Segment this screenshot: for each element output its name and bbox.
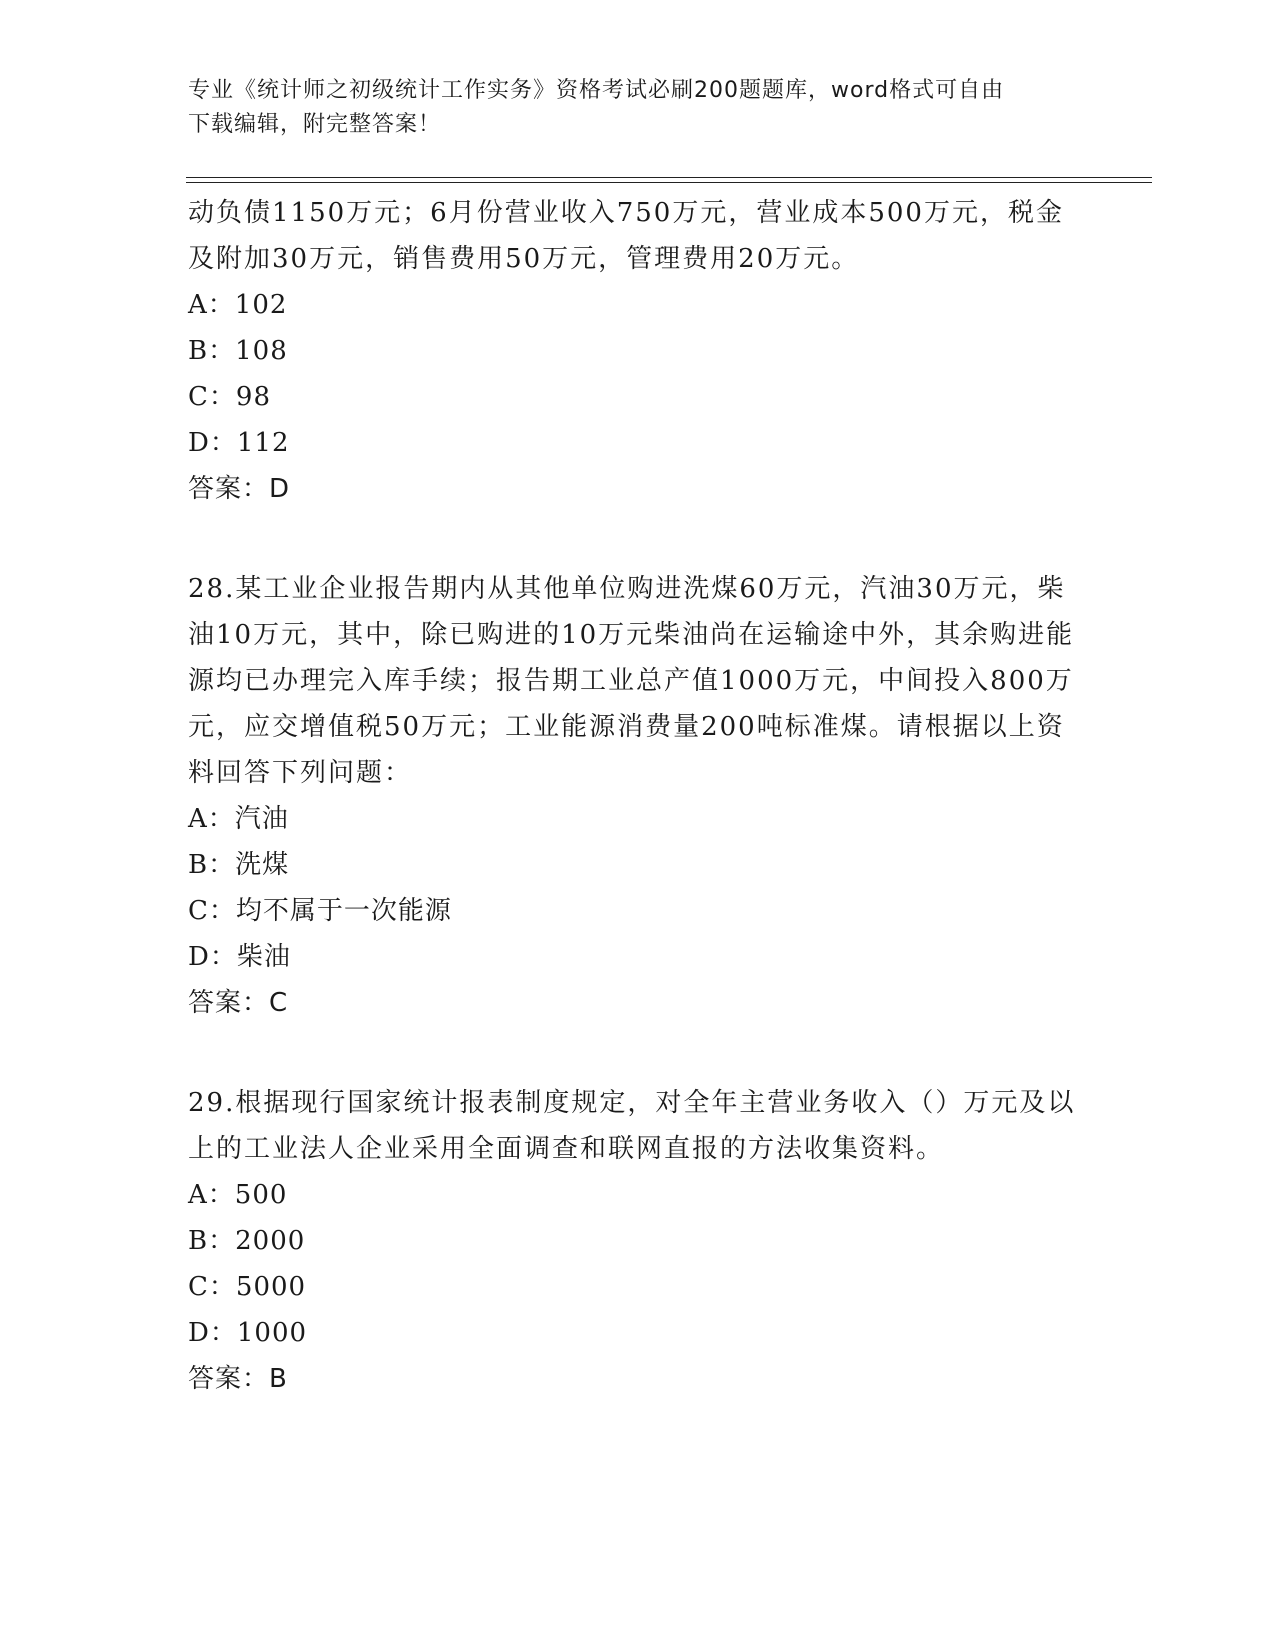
option-key: A： bbox=[188, 804, 235, 834]
question-28-text: 28.某工业企业报告期内从其他单位购进洗煤60万元，汽油30万元，柴油10万元，其中，除已购进的10万元柴油尚在运输途中外，其余购进能源均已办理完入库手续；报告期工业总产值1000万元，中间投入800万元，应交增值税50万元；工业能源消费量200吨标准煤。请根据以上资料回答下列问题： bbox=[188, 574, 1075, 788]
option-key: B： bbox=[188, 336, 236, 366]
option-key: D： bbox=[188, 942, 237, 972]
answer-label: 答案：C bbox=[188, 988, 289, 1018]
option-value: 洗煤 bbox=[235, 850, 290, 880]
option-a bbox=[188, 282, 1088, 328]
option-a bbox=[188, 796, 1088, 842]
option-value: 汽油 bbox=[234, 804, 289, 834]
answer-label: 答案：D bbox=[188, 474, 291, 504]
option-d bbox=[188, 934, 1088, 980]
question-29-text: 29.根据现行国家统计报表制度规定，对全年主营业务收入（）万元及以上的工业法人企业采用全面调查和联网直报的方法收集资料。 bbox=[188, 1088, 1076, 1164]
header-line-2: 下载编辑，附完整答案！ bbox=[188, 112, 442, 137]
option-c bbox=[188, 1264, 1088, 1310]
option-value: 2000 bbox=[235, 1226, 306, 1256]
option-key: A： bbox=[188, 1180, 235, 1210]
option-d bbox=[188, 420, 1088, 466]
option-key: B： bbox=[188, 850, 236, 880]
option-key: B： bbox=[188, 1226, 236, 1256]
option-key: C： bbox=[188, 896, 236, 926]
option-value: 柴油 bbox=[236, 942, 291, 972]
option-c bbox=[188, 374, 1088, 420]
option-c bbox=[188, 888, 1088, 934]
option-key: D： bbox=[188, 1318, 237, 1348]
option-value: 500 bbox=[234, 1180, 288, 1210]
option-key: C： bbox=[188, 382, 236, 412]
option-value: 98 bbox=[235, 382, 271, 412]
option-value: 均不属于一次能源 bbox=[235, 896, 452, 926]
option-key: D： bbox=[188, 428, 237, 458]
header-line-1: 专业《统计师之初级统计工作实务》资格考试必刷200题题库，word格式可自由 bbox=[188, 78, 1005, 103]
option-value: 102 bbox=[234, 290, 288, 320]
option-a bbox=[188, 1172, 1088, 1218]
question-27-text: 动负债1150万元；6月份营业收入750万元，营业成本500万元，税金及附加30万元，销售费用50万元，管理费用20万元。 bbox=[188, 198, 1064, 274]
document-header bbox=[188, 74, 1068, 142]
question-28 bbox=[188, 566, 1088, 1026]
question-29 bbox=[188, 1080, 1088, 1402]
question-27 bbox=[188, 190, 1088, 512]
option-b bbox=[188, 328, 1088, 374]
option-key: A： bbox=[188, 290, 235, 320]
option-key: C： bbox=[188, 1272, 236, 1302]
question-content bbox=[188, 190, 1088, 1402]
option-value: 108 bbox=[235, 336, 288, 366]
answer-label: 答案：B bbox=[188, 1364, 288, 1394]
option-d bbox=[188, 1310, 1088, 1356]
option-value: 5000 bbox=[235, 1272, 307, 1302]
spacer bbox=[188, 1026, 1088, 1080]
option-value: 112 bbox=[236, 428, 290, 458]
option-b bbox=[188, 1218, 1088, 1264]
spacer bbox=[188, 512, 1088, 566]
option-value: 1000 bbox=[236, 1318, 308, 1348]
header-divider-top bbox=[186, 177, 1152, 178]
option-b bbox=[188, 842, 1088, 888]
header-divider-bottom bbox=[186, 182, 1152, 183]
